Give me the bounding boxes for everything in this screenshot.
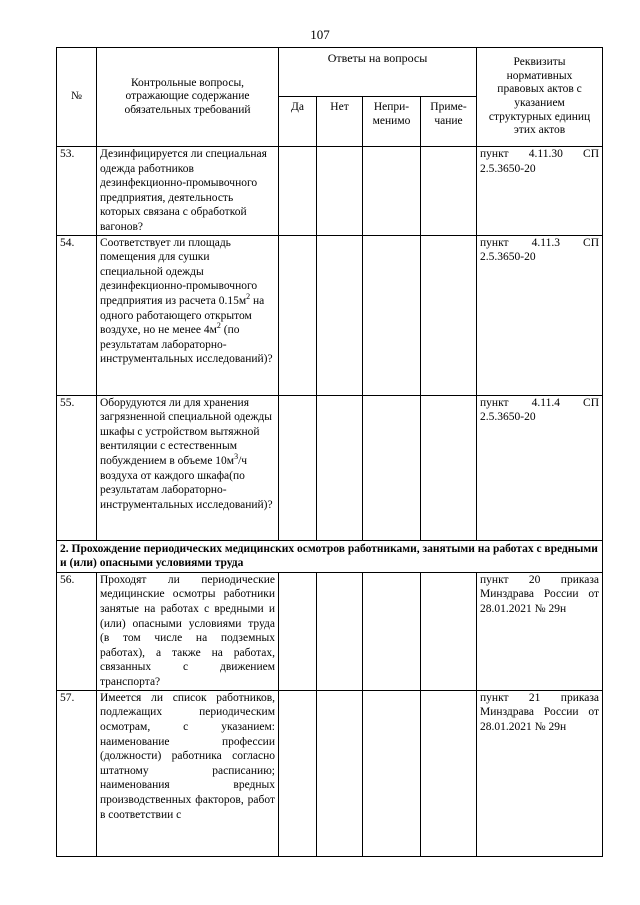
answer-note-cell — [421, 147, 477, 236]
answer-note-cell — [421, 572, 477, 690]
answer-not-applicable-cell — [363, 147, 421, 236]
answer-no-cell — [317, 147, 363, 236]
row-number: 54. — [57, 235, 97, 395]
answer-not-applicable-cell — [363, 572, 421, 690]
header-note-line1: Приме- — [430, 101, 467, 113]
row-question: Проходят ли периодические медицинские осмотры работники занятые на работах с вредными и (или) опасными условиями труда (в том числе на подземных работах), а также на работах, связанных с движением транспорта? — [97, 572, 279, 690]
row-requisite: пункт 20 приказа Минздрава России от 28.01.2021 № 29н — [477, 572, 603, 690]
header-questions: Контрольные вопросы, отражающие содержание обязательных требований — [97, 48, 279, 147]
table-row — [57, 147, 603, 236]
header-answers-group: Ответы на вопросы — [279, 48, 477, 97]
section-heading: 2. Прохождение периодических медицинских осмотров работниками, занятыми на работах с вредными и (или) опасными условиями труда — [57, 540, 603, 572]
table-row — [57, 395, 603, 540]
answer-not-applicable-cell — [363, 690, 421, 856]
header-num: № — [57, 48, 97, 147]
table-row — [57, 690, 603, 856]
header-note — [421, 97, 477, 147]
header-yes: Да — [279, 97, 317, 147]
table-row — [57, 572, 603, 690]
question-text-part: /ч воздуха от каждого шкафа(по результатам лабораторно-инструментальных исследований)? — [100, 454, 273, 511]
row-requisite: пункт 4.11.30 СП 2.5.3650-20 — [477, 147, 603, 236]
answer-no-cell — [317, 572, 363, 690]
question-text-part: (по результатам лабораторно-инструментальных исследований)? — [100, 324, 273, 366]
table-row — [57, 235, 603, 395]
answer-yes-cell — [279, 147, 317, 236]
row-requisite: пункт 4.11.4 СП 2.5.3650-20 — [477, 395, 603, 540]
answer-note-cell — [421, 690, 477, 856]
row-requisite: пункт 4.11.3 СП 2.5.3650-20 — [477, 235, 603, 395]
header-not-applicable-line2: менимо — [372, 114, 411, 127]
answer-yes-cell — [279, 395, 317, 540]
row-question: Дезинфицируется ли специальная одежда работников дезинфекционно-промывочного предприятия, деятельность которых связана с обработкой вагонов? — [97, 147, 279, 236]
header-no: Нет — [317, 97, 363, 147]
row-number: 56. — [57, 572, 97, 690]
header-row — [57, 48, 603, 97]
header-not-applicable — [363, 97, 421, 147]
superscript: 2 — [216, 321, 221, 331]
header-not-applicable-line1: Непри- — [373, 101, 410, 113]
row-number: 57. — [57, 690, 97, 856]
row-requisite: пункт 21 приказа Минздрава России от 28.01.2021 № 29н — [477, 690, 603, 856]
row-question: Имеется ли список работников, подлежащих периодическим осмотрам, с указанием: наименование профессии (должности) работника согласно штатному расписанию; наименования вредных производственных факторов, работ в соответствии с — [97, 690, 279, 856]
superscript: 3 — [234, 452, 239, 462]
answer-yes-cell — [279, 235, 317, 395]
answer-yes-cell — [279, 690, 317, 856]
row-number: 55. — [57, 395, 97, 540]
answer-note-cell — [421, 395, 477, 540]
answer-no-cell — [317, 235, 363, 395]
question-text-part: Оборудуются ли для хранения загрязненной специальной одежды шкафы с устройством вытяжной вентиляции с естественным побуждением в объеме 10м — [100, 396, 272, 467]
answer-no-cell — [317, 395, 363, 540]
answer-not-applicable-cell — [363, 235, 421, 395]
row-question — [97, 395, 279, 540]
row-question — [97, 235, 279, 395]
question-text-part: Соответствует ли площадь помещения для сушки специальной одежды дезинфекционно-промывочного предприятия из расчета 0.15м — [100, 236, 258, 307]
page-number: 107 — [310, 27, 330, 42]
header-requisites: Реквизиты нормативных правовых актов с указанием структурных единиц этих актов — [477, 48, 603, 147]
question-text-part: на одного работающего открытом воздухе, но не менее 4м — [100, 294, 265, 337]
checklist-table — [56, 47, 603, 857]
section-row — [57, 540, 603, 572]
answer-note-cell — [421, 235, 477, 395]
row-number: 53. — [57, 147, 97, 236]
answer-yes-cell — [279, 572, 317, 690]
header-note-line2: чание — [434, 114, 463, 127]
superscript: 2 — [246, 292, 251, 302]
answer-not-applicable-cell — [363, 395, 421, 540]
answer-no-cell — [317, 690, 363, 856]
